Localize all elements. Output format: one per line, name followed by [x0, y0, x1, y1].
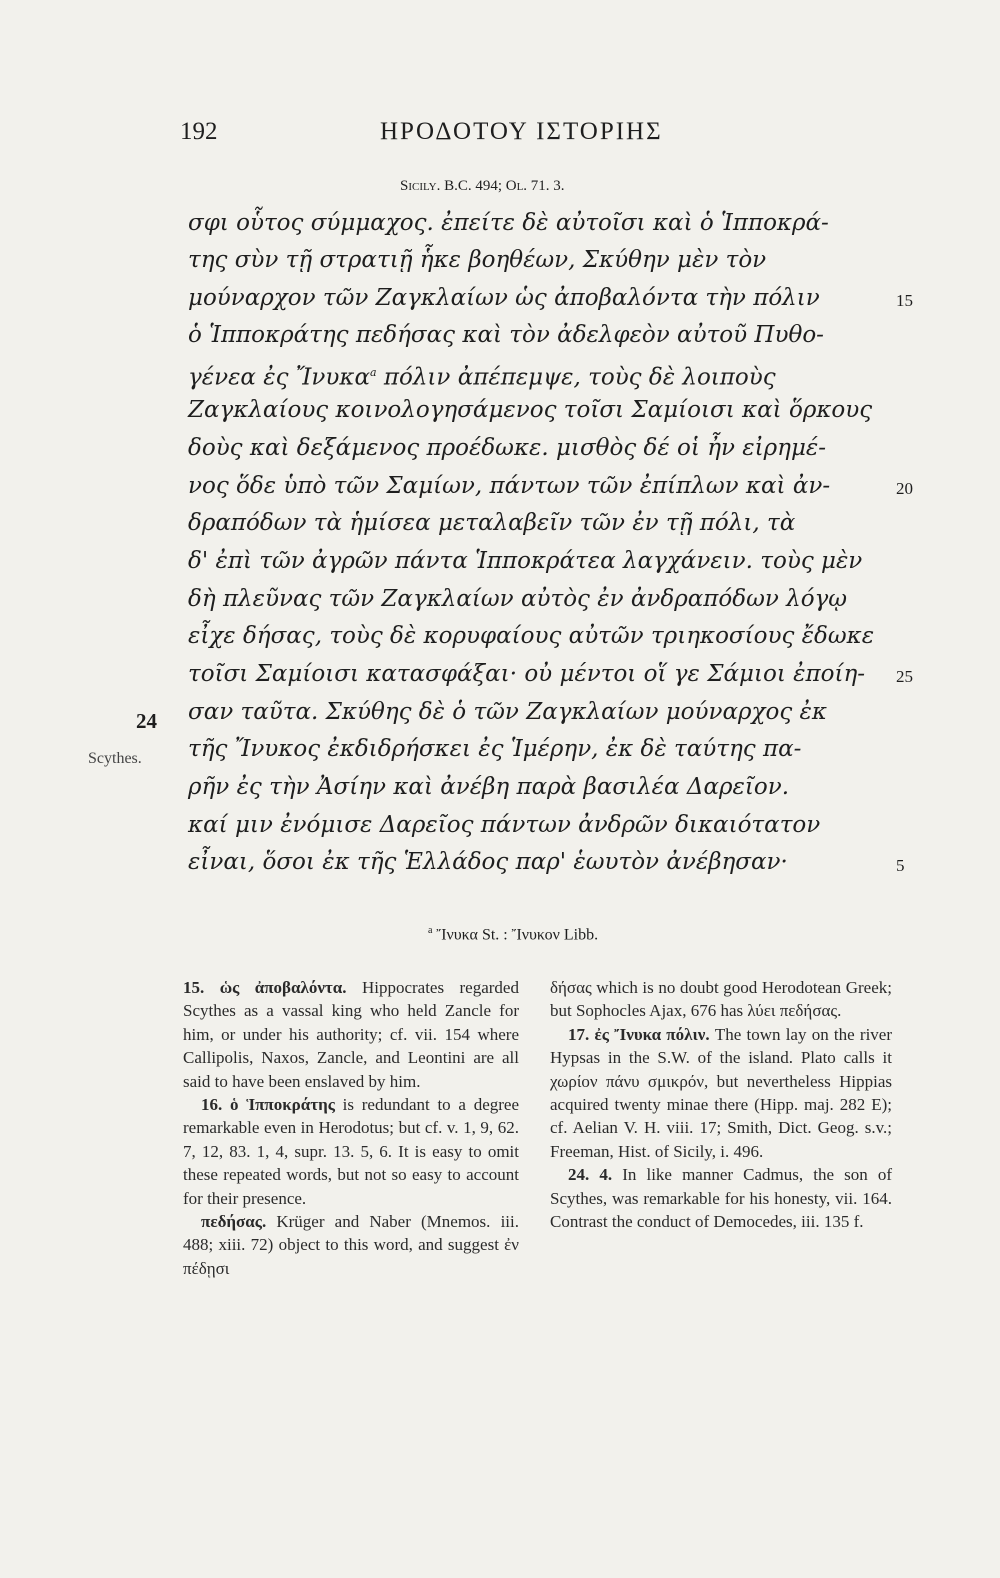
- line-number: 20: [896, 479, 913, 498]
- footnote-marker: a: [370, 366, 377, 379]
- note-text: In like manner Cadmus, the son of Scythes, was remarkable for his honesty, vii. 164. Contrast the conduct of Democedes, iii. 135 f.: [550, 1165, 892, 1232]
- note-lemma: 24. 4.: [568, 1165, 613, 1185]
- text-line: σαν ταῦτα. Σκύθης δὲ ὁ τῶν Ζαγκλαίων μούναρχος ἐκ: [188, 699, 827, 725]
- note-text: Krüger and Naber (Mnemos. iii. 488; xiii. 72) object to this word, and suggest ἐν πέδῃσι: [183, 1212, 519, 1278]
- text-line: καί μιν ἐνόμισε Δαρεῖος πάντων ἀνδρῶν δικαιότατον: [188, 812, 821, 838]
- text-line: δραπόδων τὰ ἡμίσεα μεταλαβεῖν τῶν ἐν τῇ πόλι, τὰ: [188, 510, 796, 536]
- text-line: Ζαγκλαίους κοινολογησάμενος τοῖσι Σαμίοισι καὶ ὅρκους: [188, 397, 873, 423]
- commentary-note: [183, 1210, 519, 1280]
- note-text: δήσας which is no doubt good Herodotean Greek; but Sophocles Ajax, 676 has λύει πεδήσας.: [550, 978, 892, 1021]
- commentary-note: [183, 1093, 519, 1210]
- critical-apparatus: [428, 925, 598, 944]
- text-line: μούναρχον τῶν Ζαγκλαίων ὡς ἀποβαλόντα τὴν πόλιν: [188, 285, 820, 311]
- note-lemma: 16. ὁ Ἱπποκράτης: [201, 1095, 335, 1115]
- running-title: ΗΡΟΔΟΤΟΥ ΙΣΤΟΡΙΗΣ: [380, 118, 663, 145]
- note-text: is redundant to a degree remarkable even in Herodotus; but cf. v. 1, 9, 62. 7, 12, 83. 1, 4, supr. 13. 5, 6. It is easy to omit these repeated words, but not so easy to account for their presence.: [183, 1095, 519, 1208]
- text-line: της σὺν τῇ στρατιῇ ἧκε βοηθέων, Σκύθην μὲν τὸν: [188, 247, 767, 273]
- apparatus-marker: a: [428, 925, 433, 936]
- chronology-subhead: Sicily. B.C. 494; Ol. 71. 3.: [400, 178, 565, 194]
- commentary-left-column: [183, 976, 519, 1280]
- text-line: νος ὅδε ὑπὸ τῶν Σαμίων, πάντων τῶν ἐπίπλων καὶ ἀν-: [188, 473, 831, 499]
- note-text: The town lay on the river Hypsas in the S.W. of the island. Plato calls it χωρίον πάνυ σμικρόν, but nevertheless Hippias acquired twenty minae there (Hipp. maj. 282 E); cf. Aelian V. H. viii. 17; Smith, Dict. Geog. s.v.; Freeman, Hist. of Sicily, i. 496.: [550, 1024, 892, 1161]
- text-line: δὴ πλεῦνας τῶν Ζαγκλαίων αὐτὸς ἐν ἀνδραπόδων λόγῳ: [188, 586, 848, 612]
- line-text-b: πόλιν ἀπέπεμψε, τοὺς δὲ λοιποὺς: [376, 364, 776, 391]
- commentary-right-column: [550, 976, 892, 1233]
- text-line: ρῆν ἐς τὴν Ἀσίην καὶ ἀνέβη παρὰ βασιλέα Δαρεῖον.: [188, 774, 789, 800]
- margin-note: Scythes.: [88, 750, 142, 767]
- text-line: δοὺς καὶ δεξάμενος προέδωκε. μισθὸς δέ οἱ ἦν εἰρημέ-: [188, 435, 827, 461]
- note-text: Hippocrates regarded Scythes as a vassal king who held Zancle for him, or under his authority; cf. vii. 154 where Callipolis, Naxos, Zancle, and Leontini are all said to have been enslaved by him.: [183, 978, 519, 1091]
- apparatus-text: Ἴνυκα St. : Ἴνυκον Libb.: [436, 926, 599, 944]
- line-number: 15: [896, 291, 913, 310]
- text-line: δ' ἐπὶ τῶν ἀγρῶν πάντα Ἱπποκράτεα λαγχάνειν. τοὺς μὲν: [188, 548, 863, 574]
- text-line: εἶχε δήσας, τοὺς δὲ κορυφαίους αὐτῶν τριηκοσίους ἔδωκε: [188, 623, 875, 649]
- line-number: 5: [896, 856, 905, 875]
- text-line: εἶναι, ὅσοι ἐκ τῆς Ἑλλάδος παρ' ἑωυτὸν ἀνέβησαν·: [188, 849, 788, 875]
- commentary-note: [183, 976, 519, 1093]
- text-line: [188, 358, 888, 393]
- text-line: ὁ Ἱπποκράτης πεδήσας καὶ τὸν ἀδελφεὸν αὐτοῦ Πυθο-: [188, 322, 824, 348]
- note-lemma: 15. ὡς ἀποβαλόντα.: [183, 978, 347, 997]
- section-number: 24: [136, 709, 157, 733]
- note-lemma: 17. ἐς Ἴνυκα πόλιν.: [568, 1024, 710, 1044]
- note-lemma: πεδήσας.: [201, 1212, 267, 1232]
- commentary-note: [550, 976, 892, 1023]
- text-line: τοῖσι Σαμίοισι κατασφάξαι· οὐ μέντοι οἵ γε Σάμιοι ἐποίη-: [188, 661, 866, 687]
- text-line: σφι οὗτος σύμμαχος. ἐπείτε δὲ αὐτοῖσι καὶ ὁ Ἱπποκρά-: [188, 210, 829, 236]
- line-number: 25: [896, 667, 913, 686]
- page-number: 192: [180, 118, 218, 145]
- line-text-a: γένεα ἐς Ἴνυκα: [188, 364, 370, 391]
- commentary-note: [550, 1163, 892, 1233]
- commentary-note: [550, 1023, 892, 1163]
- text-line: τῆς Ἴνυκος ἐκδιδρήσκει ἐς Ἱμέρην, ἐκ δὲ ταύτης πα-: [188, 736, 802, 762]
